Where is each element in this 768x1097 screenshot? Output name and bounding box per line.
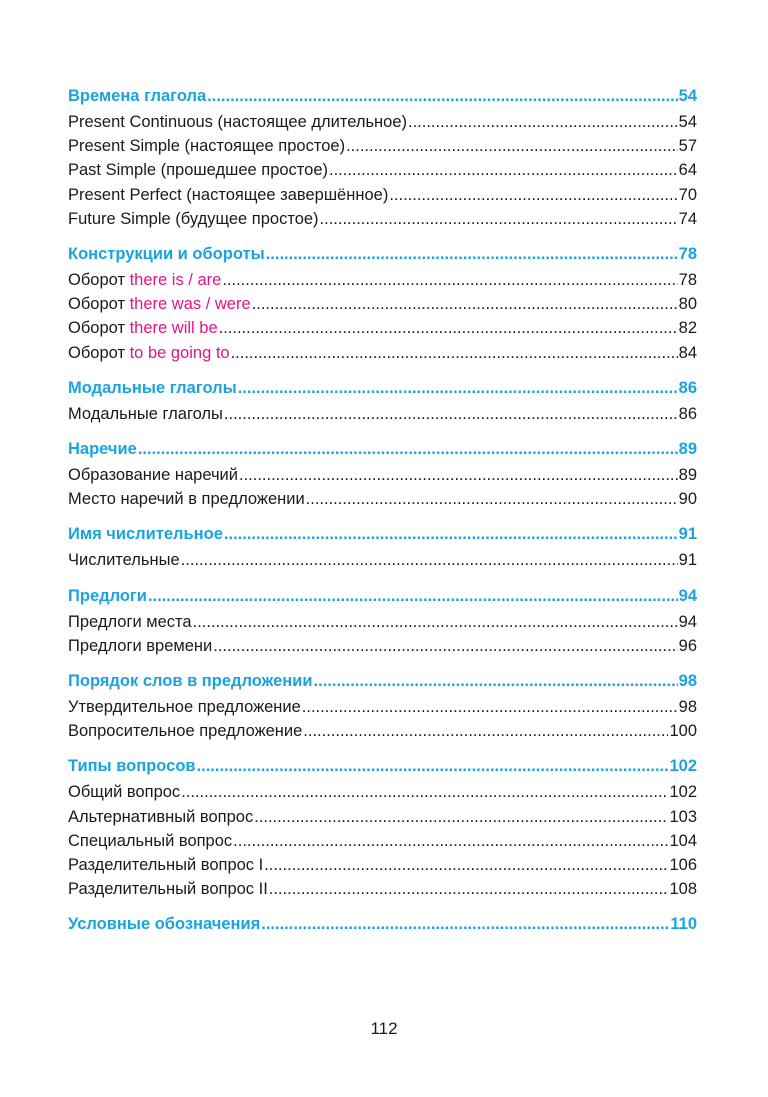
toc-entry-label: [68, 780, 180, 804]
dot-leader: [197, 754, 669, 778]
dot-leader: [408, 110, 678, 134]
toc-entry-highlight: to be going to: [129, 343, 230, 362]
toc-entry-text: Оборот: [68, 295, 130, 314]
toc-heading-page: 89: [678, 440, 697, 459]
toc-section: [68, 912, 697, 936]
dot-leader: [138, 437, 678, 461]
dot-leader: [329, 158, 678, 182]
toc-entry-label: [68, 805, 253, 829]
toc-section: [68, 84, 697, 231]
toc-entry-text: Предлоги времени: [68, 636, 213, 655]
dot-leader: [193, 610, 678, 634]
dot-leader: [266, 242, 678, 266]
dot-leader: [238, 376, 678, 400]
dot-leader: [207, 84, 677, 108]
toc-entry-text: Общий вопрос: [68, 783, 181, 802]
toc-heading-page: 54: [678, 87, 697, 105]
dot-leader: [264, 853, 668, 877]
toc-section: [68, 522, 697, 572]
dot-leader: [222, 268, 677, 292]
toc-entry-label: [68, 829, 232, 853]
toc-entry[interactable]: [68, 634, 697, 658]
toc-entry-page: 96: [678, 636, 697, 655]
toc-entry-label: [68, 134, 345, 158]
toc-section: [68, 754, 697, 901]
toc-entry-label: [68, 292, 251, 316]
toc-entry-label: [68, 610, 192, 634]
toc-entry-text: Числительные: [68, 551, 180, 570]
toc-entry-label: [68, 402, 223, 426]
toc-entry-text: Образование наречий: [68, 466, 238, 485]
toc-entry-text: Специальный вопрос: [68, 831, 233, 850]
toc-entry[interactable]: [68, 719, 697, 743]
dot-leader: [320, 207, 678, 231]
toc-entry-label: [68, 316, 218, 340]
toc-entry-page: 94: [678, 612, 697, 631]
toc-entry[interactable]: [68, 853, 697, 877]
toc-heading-page: 102: [669, 757, 697, 776]
toc-heading-page: 78: [678, 245, 697, 264]
toc-entry-page: 78: [678, 271, 697, 290]
toc-entry-label: [68, 341, 230, 365]
toc-entry[interactable]: [68, 158, 697, 182]
dot-leader: [269, 877, 669, 901]
toc-entry-highlight: there will be: [129, 319, 218, 338]
dot-leader: [213, 634, 677, 658]
toc-entry[interactable]: [68, 463, 697, 487]
toc-heading-title: Наречие: [68, 440, 137, 459]
toc-heading[interactable]: [68, 84, 697, 108]
toc-entry-page: 86: [678, 404, 697, 423]
toc-heading-page: 110: [670, 915, 697, 934]
dot-leader: [302, 695, 678, 719]
toc-section: [68, 437, 697, 511]
toc-entry-text: Оборот: [68, 319, 130, 338]
toc-entry[interactable]: [68, 134, 697, 158]
toc-entry-label: [68, 719, 302, 743]
dot-leader: [233, 829, 668, 853]
toc-section: [68, 376, 697, 426]
toc-heading-page: 86: [678, 378, 697, 397]
toc-entry-label: [68, 695, 301, 719]
toc-entry-text: Оборот: [68, 271, 130, 290]
dot-leader: [231, 341, 678, 365]
toc-entry-text: Предлоги места: [68, 612, 192, 631]
toc-heading-title: Модальные глаголы: [68, 378, 237, 397]
toc-entry[interactable]: [68, 829, 697, 853]
dot-leader: [224, 522, 678, 546]
toc-heading[interactable]: [68, 242, 697, 266]
toc-heading[interactable]: [68, 522, 697, 546]
toc-entry-label: [68, 463, 238, 487]
toc-entry[interactable]: [68, 548, 697, 572]
toc-section: [68, 669, 697, 743]
toc-entry-page: 84: [678, 343, 697, 362]
toc-entry-page: 89: [678, 466, 697, 485]
toc-section: [68, 584, 697, 658]
toc-entry-page: 100: [669, 722, 697, 741]
toc-heading-title: Типы вопросов: [68, 757, 196, 776]
table-of-contents: [68, 84, 697, 947]
toc-entry[interactable]: [68, 341, 697, 365]
toc-entry[interactable]: [68, 316, 697, 340]
dot-leader: [219, 316, 678, 340]
toc-entry-page: 64: [678, 161, 697, 180]
toc-entry-page: 91: [678, 551, 697, 570]
toc-entry[interactable]: [68, 183, 697, 207]
toc-entry-page: 82: [678, 319, 697, 338]
toc-heading-page: 94: [678, 586, 697, 605]
toc-entry-text: Альтернативный вопрос: [68, 807, 254, 826]
dot-leader: [239, 463, 678, 487]
toc-entry-label: [68, 183, 388, 207]
toc-entry-page: 80: [678, 295, 697, 314]
dot-leader: [314, 669, 678, 693]
toc-entry-page: 103: [669, 807, 697, 826]
toc-entry-page: 74: [678, 209, 697, 228]
toc-entry-label: [68, 853, 263, 877]
toc-heading[interactable]: [68, 437, 697, 461]
toc-entry-text: Present Simple (настоящее простое): [68, 137, 346, 156]
toc-heading-page: 98: [678, 672, 697, 691]
toc-entry-text: Утвердительное предложение: [68, 698, 301, 717]
dot-leader: [306, 487, 678, 511]
dot-leader: [346, 134, 678, 158]
toc-heading-title: Условные обозначения: [68, 915, 261, 934]
toc-entry-text: Разделительный вопрос I: [68, 856, 264, 875]
toc-entry[interactable]: [68, 110, 697, 134]
dot-leader: [224, 402, 678, 426]
toc-heading-title: Предлоги: [68, 586, 147, 605]
toc-entry-label: [68, 877, 268, 901]
toc-section: [68, 242, 697, 365]
toc-entry-label: [68, 207, 319, 231]
toc-entry-page: 104: [669, 831, 697, 850]
toc-heading[interactable]: [68, 376, 697, 400]
toc-entry-page: 57: [678, 137, 697, 156]
toc-entry-label: [68, 158, 328, 182]
toc-entry-label: [68, 548, 180, 572]
toc-entry-page: 108: [669, 880, 697, 899]
dot-leader: [181, 548, 678, 572]
toc-entry[interactable]: [68, 207, 697, 231]
dot-leader: [261, 912, 669, 936]
toc-entry[interactable]: [68, 487, 697, 511]
toc-heading-title: Конструкции и обороты: [68, 245, 265, 264]
toc-entry[interactable]: [68, 877, 697, 901]
dot-leader: [148, 584, 678, 608]
toc-heading-title: Порядок слов в предложении: [68, 672, 313, 691]
toc-heading[interactable]: [68, 669, 697, 693]
dot-leader: [303, 719, 668, 743]
toc-entry[interactable]: [68, 805, 697, 829]
toc-heading-title: Времена глагола: [68, 87, 207, 105]
toc-entry-page: 90: [678, 490, 697, 509]
toc-heading-title: Имя числительное: [68, 525, 223, 544]
toc-entry-text: Модальные глаголы: [68, 404, 223, 423]
toc-entry-page: 54: [678, 113, 697, 131]
dot-leader: [389, 183, 677, 207]
toc-heading[interactable]: [68, 754, 697, 778]
toc-entry-page: 70: [678, 185, 697, 204]
dot-leader: [181, 780, 668, 804]
toc-entry-text: Оборот: [68, 343, 130, 362]
toc-heading[interactable]: [68, 912, 697, 936]
toc-entry-page: 98: [678, 698, 697, 717]
toc-entry-text: Present Continuous (настоящее длительное): [68, 113, 408, 131]
toc-entry-text: Разделительный вопрос II: [68, 880, 268, 899]
toc-heading[interactable]: [68, 584, 697, 608]
toc-entry-page: 102: [669, 783, 697, 802]
toc-entry-page: 106: [669, 856, 697, 875]
dot-leader: [254, 805, 668, 829]
toc-entry[interactable]: [68, 402, 697, 426]
toc-entry-highlight: there is / are: [129, 271, 222, 290]
page-number: 112: [370, 1019, 398, 1038]
toc-heading-page: 91: [678, 525, 697, 544]
toc-entry-text: Future Simple (будущее простое): [68, 209, 319, 228]
toc-entry-text: Вопросительное предложение: [68, 722, 303, 741]
toc-entry-label: [68, 634, 212, 658]
toc-entry[interactable]: [68, 268, 697, 292]
dot-leader: [252, 292, 678, 316]
toc-entry-text: Past Simple (прошедшее простое): [68, 161, 329, 180]
toc-entry-label: [68, 110, 407, 134]
toc-entry[interactable]: [68, 610, 697, 634]
toc-entry-label: [68, 268, 221, 292]
toc-entry[interactable]: [68, 780, 697, 804]
toc-entry-label: [68, 487, 305, 511]
toc-entry-highlight: there was / were: [129, 295, 251, 314]
toc-entry-text: Present Perfect (настоящее завершённое): [68, 185, 389, 204]
toc-entry-text: Место наречий в предложении: [68, 490, 305, 509]
toc-entry[interactable]: [68, 695, 697, 719]
toc-entry[interactable]: [68, 292, 697, 316]
